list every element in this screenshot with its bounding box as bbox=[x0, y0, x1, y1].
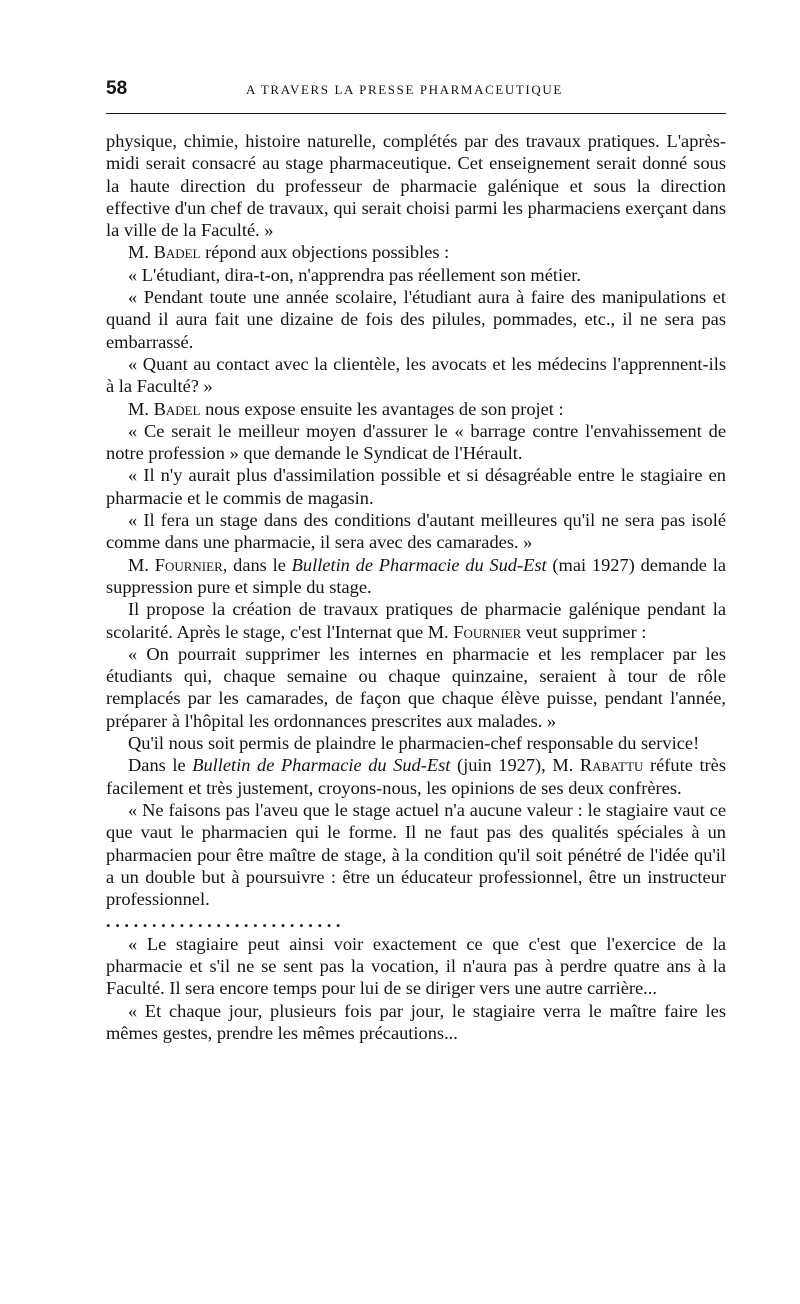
paragraph: « Il fera un stage dans des conditions d'autant meilleures qu'il ne sera pas isolé comme dans une pharmacie, il sera avec des camarades. » bbox=[106, 510, 726, 553]
running-title: A TRAVERS LA PRESSE PHARMACEUTIQUE bbox=[246, 82, 563, 97]
paragraph: « Il n'y aurait plus d'assimilation possible et si désagréable entre le stagiaire en pharmacie et le commis de magasin. bbox=[106, 465, 726, 508]
paragraph: « Et chaque jour, plusieurs fois par jour, le stagiaire verra le maître faire les mêmes gestes, prendre les mêmes précautions... bbox=[106, 1000, 726, 1043]
page-header bbox=[106, 78, 726, 104]
paragraph: « L'étudiant, dira-t-on, n'apprendra pas réellement son métier. bbox=[128, 264, 581, 285]
ellipsis-divider: . . . . . . . . . . . . . . . . . . . . . . . . . . bbox=[106, 911, 341, 932]
paragraph: M. Badel répond aux objections possibles : bbox=[128, 242, 450, 263]
paragraph: Dans le Bulletin de Pharmacie du Sud-Est (juin 1927), M. Rabattu réfute très facilement et très justement, croyons-nous, les opinions de ses deux confrères. bbox=[106, 755, 726, 798]
paragraph: « Quant au contact avec la clientèle, les avocats et les médecins l'apprennent-ils à la Faculté? » bbox=[106, 353, 726, 397]
paragraph: Il propose la création de travaux pratiques de pharmacie galénique pendant la scolarité. Après le stage, c'est l'Internat que M. Fournier veut supprimer : bbox=[106, 599, 726, 642]
paragraph: Qu'il nous soit permis de plaindre le pharmacien-chef responsable du service! bbox=[128, 733, 700, 754]
author-name: Rabattu bbox=[579, 755, 644, 776]
author-name: Badel bbox=[153, 398, 201, 419]
journal-title: Bulletin de Pharmacie du Sud-Est bbox=[291, 554, 547, 575]
body-text bbox=[106, 130, 726, 1044]
header-rule bbox=[106, 113, 726, 114]
paragraph: « Pendant toute une année scolaire, l'étudiant aura à faire des manipulations et quand il aura fait une dizaine de fois des pilules, pommades, etc., il ne sera pas embarrassé. bbox=[106, 287, 726, 352]
paragraph: M. Badel nous expose ensuite les avantages de son projet : bbox=[128, 398, 564, 419]
journal-title: Bulletin de Pharmacie du Sud-Est bbox=[192, 755, 451, 776]
paragraph: « Le stagiaire peut ainsi voir exactement ce que c'est que l'exercice de la pharmacie et s'il ne se sent pas la vocation, il n'aura pas à perdre quatre ans à la Faculté. Il sera encore temps pour lui de se diriger vers une autre carrière... bbox=[106, 933, 726, 999]
author-name: Fournier bbox=[453, 621, 522, 642]
paragraph: « On pourrait supprimer les internes en pharmacie et les remplacer par les étudiants qui, chaque semaine ou chaque quinzaine, seraient à tour de rôle remplacés par les camarades, de façon que chaque élève puisse, pendant l'année, préparer à l'hôpital les ordonnances prescrites aux malades. » bbox=[106, 643, 726, 731]
paragraph: physique, chimie, histoire naturelle, complétés par des travaux pratiques. L'après-midi serait consacré au stage pharmaceutique. Cet enseignement serait donné sous la haute direction du professeur de pharmacie galénique et sous la direction effective d'un chef de travaux, qui serait choisi parmi les pharmaciens exerçant dans la ville de la Faculté. » bbox=[106, 131, 726, 241]
paragraph: « Ne faisons pas l'aveu que le stage actuel n'a aucune valeur : le stagiaire vaut ce que vaut le pharmacien qui le forme. Il ne faut pas des qualités spéciales à un pharmacien pour être maître de stage, à la condition qu'il soit pénétré de l'idée qu'il a un double but à poursuivre : être un éducateur professionnel, être un instructeur professionnel. bbox=[106, 799, 726, 910]
paragraph: « Ce serait le meilleur moyen d'assurer le « barrage contre l'envahissement de notre profession » que demande le Syndicat de l'Hérault. bbox=[106, 420, 726, 464]
paragraph: M. Fournier, dans le Bulletin de Pharmacie du Sud-Est (mai 1927) demande la suppression pure et simple du stage. bbox=[106, 554, 726, 597]
author-name: Badel bbox=[153, 242, 201, 263]
page-number: 58 bbox=[106, 78, 128, 99]
author-name: Fournier bbox=[154, 554, 223, 575]
